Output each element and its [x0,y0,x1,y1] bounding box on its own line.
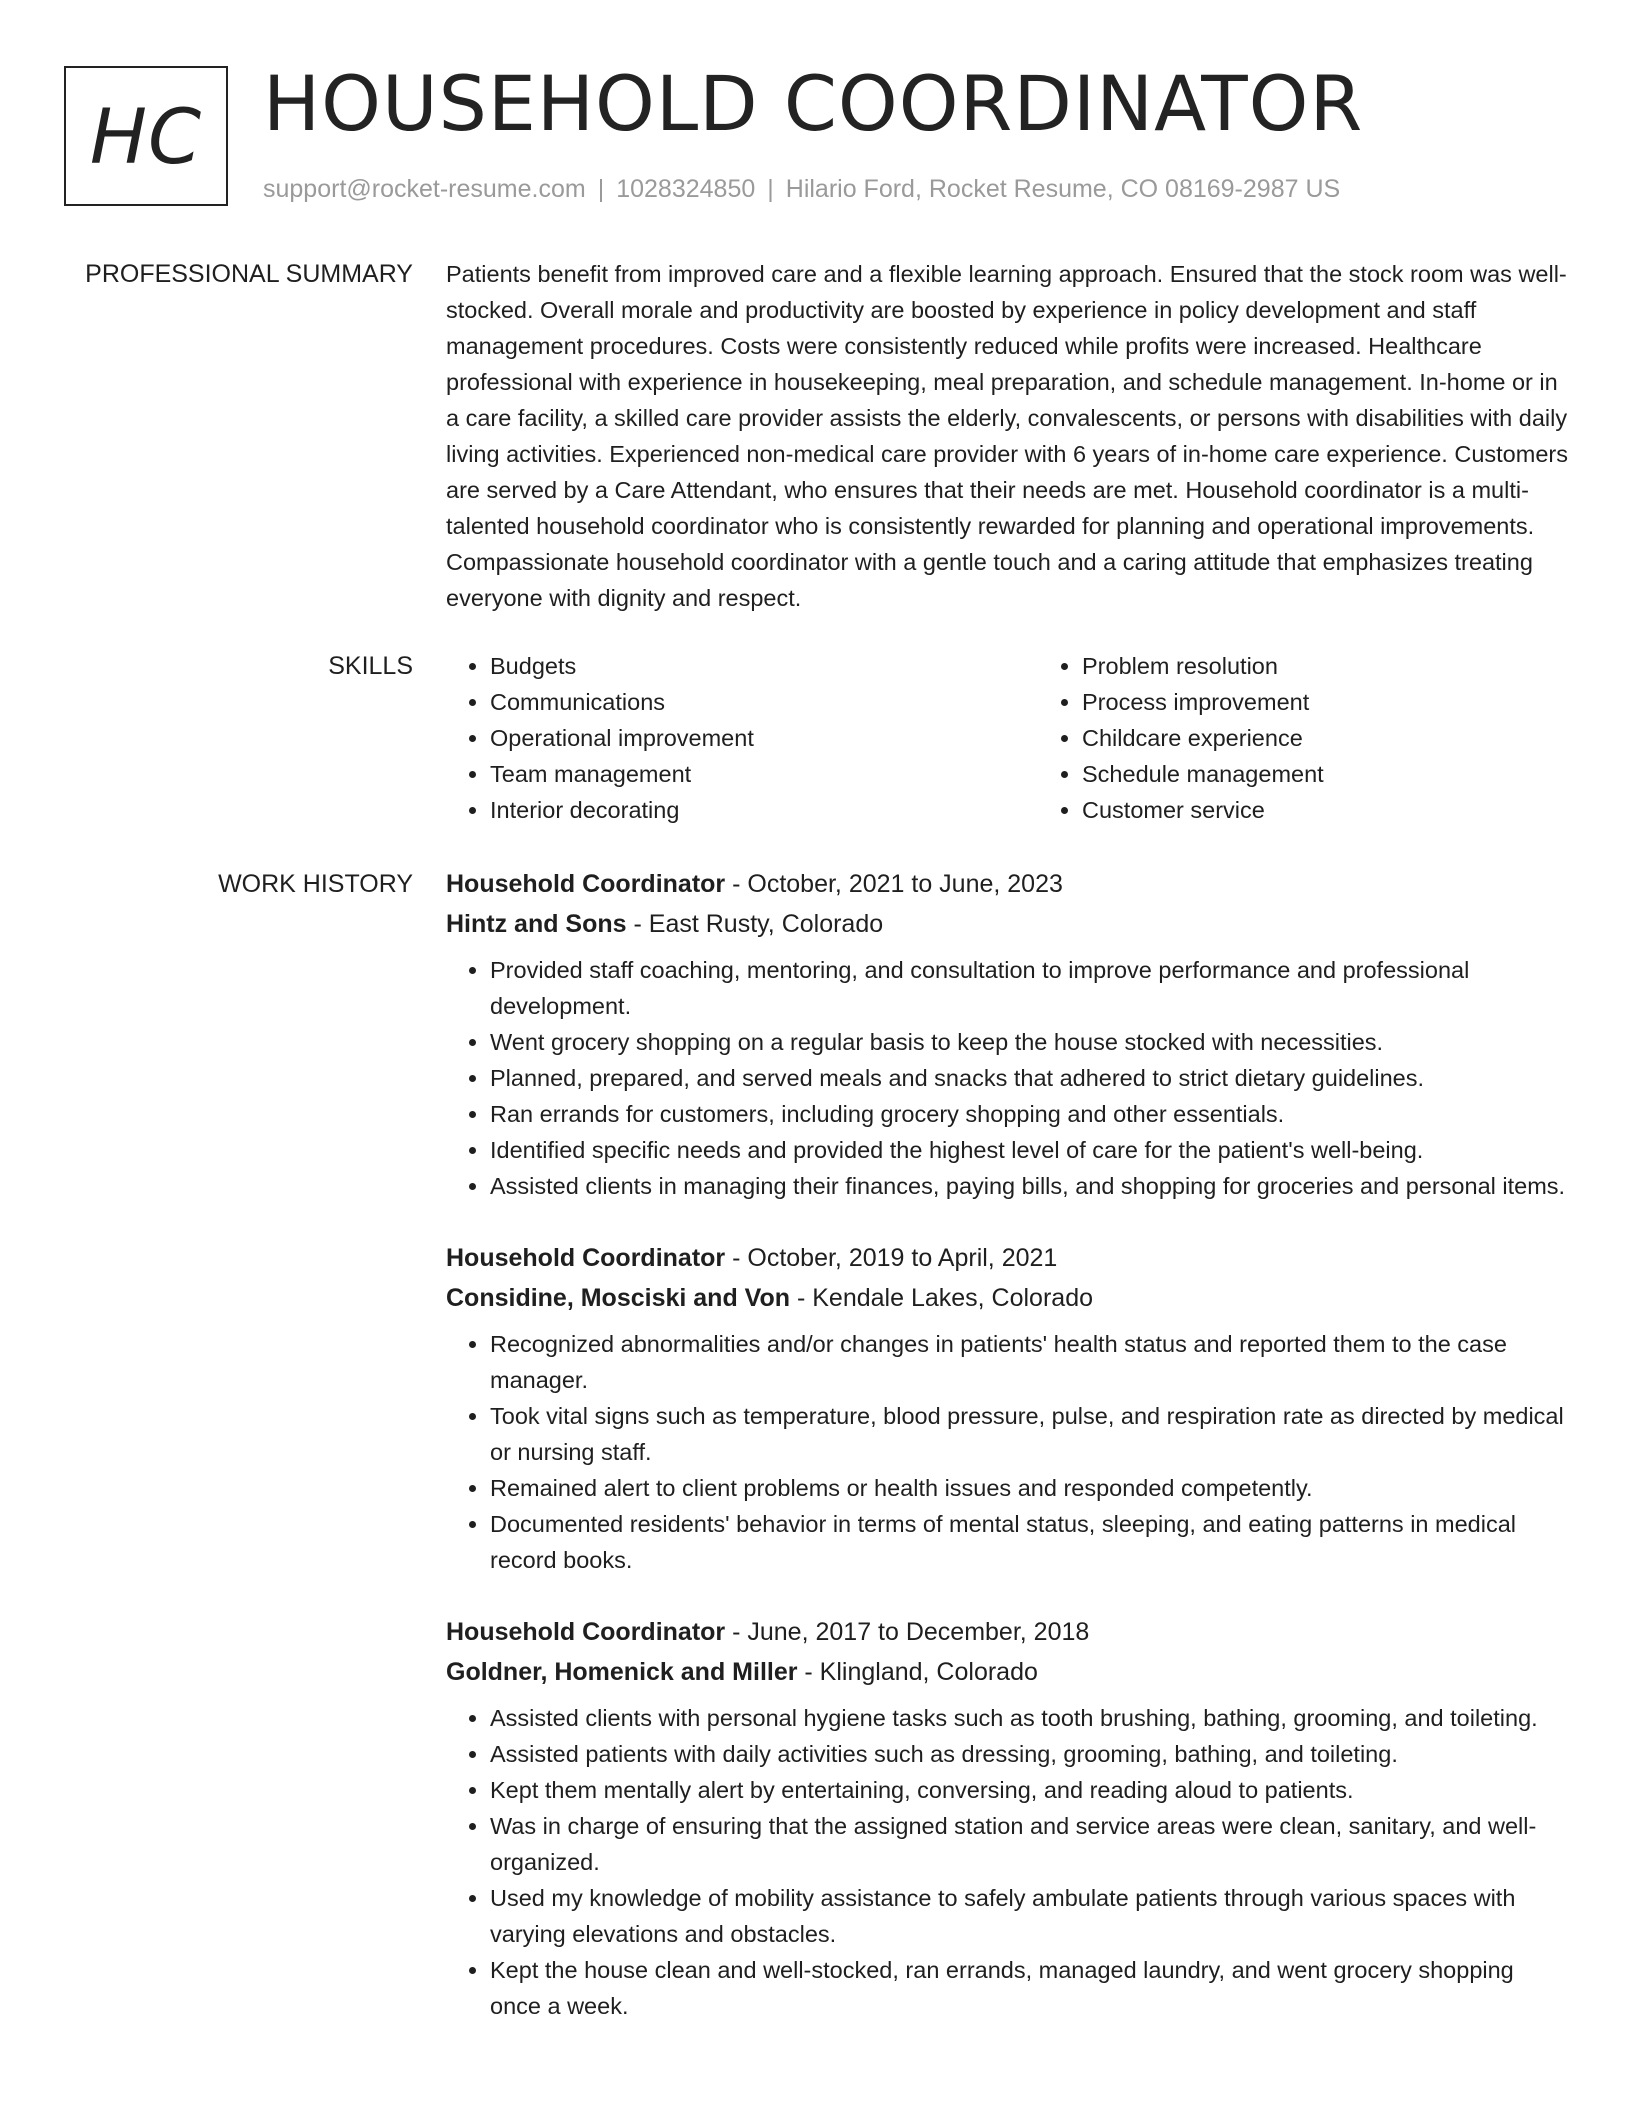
skill-item: • Communications [490,684,1038,720]
skill-item: • Childcare experience [1082,720,1562,756]
contact-phone: 1028324850 [616,175,756,203]
work-history-heading: WORK HISTORY [218,870,413,898]
skill-item: • Problem resolution [1082,648,1562,684]
job-company-line [446,904,1568,944]
contact-separator: | [597,175,605,203]
job-duties [446,952,1568,1204]
skills-list-left [446,648,1038,828]
job-duties [446,1700,1568,2024]
duty-item: • Kept the house clean and well-stocked, ran errands, managed laundry, and went grocery shopping once a week. [490,1952,1568,2024]
job-dates: - October, 2021 to June, 2023 [725,870,1063,898]
job-title-line [446,1612,1568,1652]
duty-item: • Assisted patients with daily activities such as dressing, grooming, bathing, and toileting. [490,1736,1568,1772]
job-location: - East Rusty, Colorado [626,910,884,938]
skill-item: • Team management [490,756,1038,792]
duty-item: • Recognized abnormalities and/or changes in patients' health status and reported them to the case manager. [490,1326,1568,1398]
duty-item: • Documented residents' behavior in terms of mental status, sleeping, and eating patterns in medical record books. [490,1506,1568,1578]
duty-item: • Identified specific needs and provided the highest level of care for the patient's well-being. [490,1132,1568,1168]
job-company-line [446,1278,1568,1318]
resume-title: HOUSEHOLD COORDINATOR [263,59,1364,148]
contact-email: support@rocket-resume.com [263,175,586,203]
duty-item: • Used my knowledge of mobility assistance to safely ambulate patients through various spaces with varying elevations and obstacles. [490,1880,1568,1952]
duty-item: • Remained alert to client problems or health issues and responded competently. [490,1470,1568,1506]
job-company: Considine, Mosciski and Von [446,1284,791,1312]
skill-item: • Process improvement [1082,684,1562,720]
job-title: Household Coordinator [446,1244,726,1272]
summary-heading: PROFESSIONAL SUMMARY [85,260,413,288]
job-dates: - October, 2019 to April, 2021 [725,1244,1058,1272]
monogram-logo: HC [64,66,228,206]
contact-separator: | [767,175,774,203]
contact-line [263,172,1340,206]
job-company-line [446,1652,1568,1692]
summary-body [446,256,1568,616]
job-title-line [446,864,1568,904]
skills-heading: SKILLS [328,652,413,680]
job-duties [446,1326,1568,1578]
duty-item: • Kept them mentally alert by entertaining, conversing, and reading aloud to patients. [490,1772,1568,1808]
duty-item: • Provided staff coaching, mentoring, and consultation to improve performance and professional development. [490,952,1568,1024]
skills-body [446,648,1568,828]
job-company: Hintz and Sons [446,910,627,938]
job-title-line [446,1238,1568,1278]
duty-item: • Ran errands for customers, including grocery shopping and other essentials. [490,1096,1568,1132]
job-title: Household Coordinator [446,870,726,898]
duty-item: • Assisted clients in managing their finances, paying bills, and shopping for groceries and personal items. [490,1168,1568,1204]
contact-address: Hilario Ford, Rocket Resume, CO 08169-2987 US [785,175,1341,203]
job-location: - Klingland, Colorado [797,1658,1038,1686]
duty-item: • Planned, prepared, and served meals and snacks that adhered to strict dietary guidelines. [490,1060,1568,1096]
skills-list-right [1038,648,1562,828]
skill-item: • Customer service [1082,792,1562,828]
duty-item: • Took vital signs such as temperature, blood pressure, pulse, and respiration rate as directed by medical or nursing staff. [490,1398,1568,1470]
duty-item: • Went grocery shopping on a regular basis to keep the house stocked with necessities. [490,1024,1568,1060]
work-history-body [446,864,1568,2058]
job-entry [446,1238,1568,1578]
summary-text: Patients benefit from improved care and a flexible learning approach. Ensured that the stock room was well-stocked. Overall morale and productivity are boosted by experience in policy development and staff management procedures. Costs were consistently reduced while profits were increased. Healthcare professional with experience in housekeeping, meal preparation, and schedule management. In-home or in a care facility, a skilled care provider assists the elderly, convalescents, or persons with disabilities with daily living activities. Experienced non-medical care provider with 6 years of in-home care experience. Customers are served by a Care Attendant, who ensures that their needs are met. Household coordinator is a multi-talented household coordinator who is consistently rewarded for planning and operational improvements. Compassionate household coordinator with a gentle touch and a caring attitude that emphasizes treating everyone with dignity and respect. [446,261,1568,611]
job-entry [446,1612,1568,2024]
duty-item: • Was in charge of ensuring that the assigned station and service areas were clean, sanitary, and well-organized. [490,1808,1568,1880]
skill-item: • Interior decorating [490,792,1038,828]
skill-item: • Budgets [490,648,1038,684]
job-dates: - June, 2017 to December, 2018 [725,1618,1090,1646]
job-location: - Kendale Lakes, Colorado [790,1284,1093,1312]
skills-grid [446,648,1568,828]
duty-item: • Assisted clients with personal hygiene tasks such as tooth brushing, bathing, grooming, and toileting. [490,1700,1568,1736]
job-title: Household Coordinator [446,1618,726,1646]
skill-item: • Schedule management [1082,756,1562,792]
job-company: Goldner, Homenick and Miller [446,1658,798,1686]
job-entry [446,864,1568,1204]
skill-item: • Operational improvement [490,720,1038,756]
